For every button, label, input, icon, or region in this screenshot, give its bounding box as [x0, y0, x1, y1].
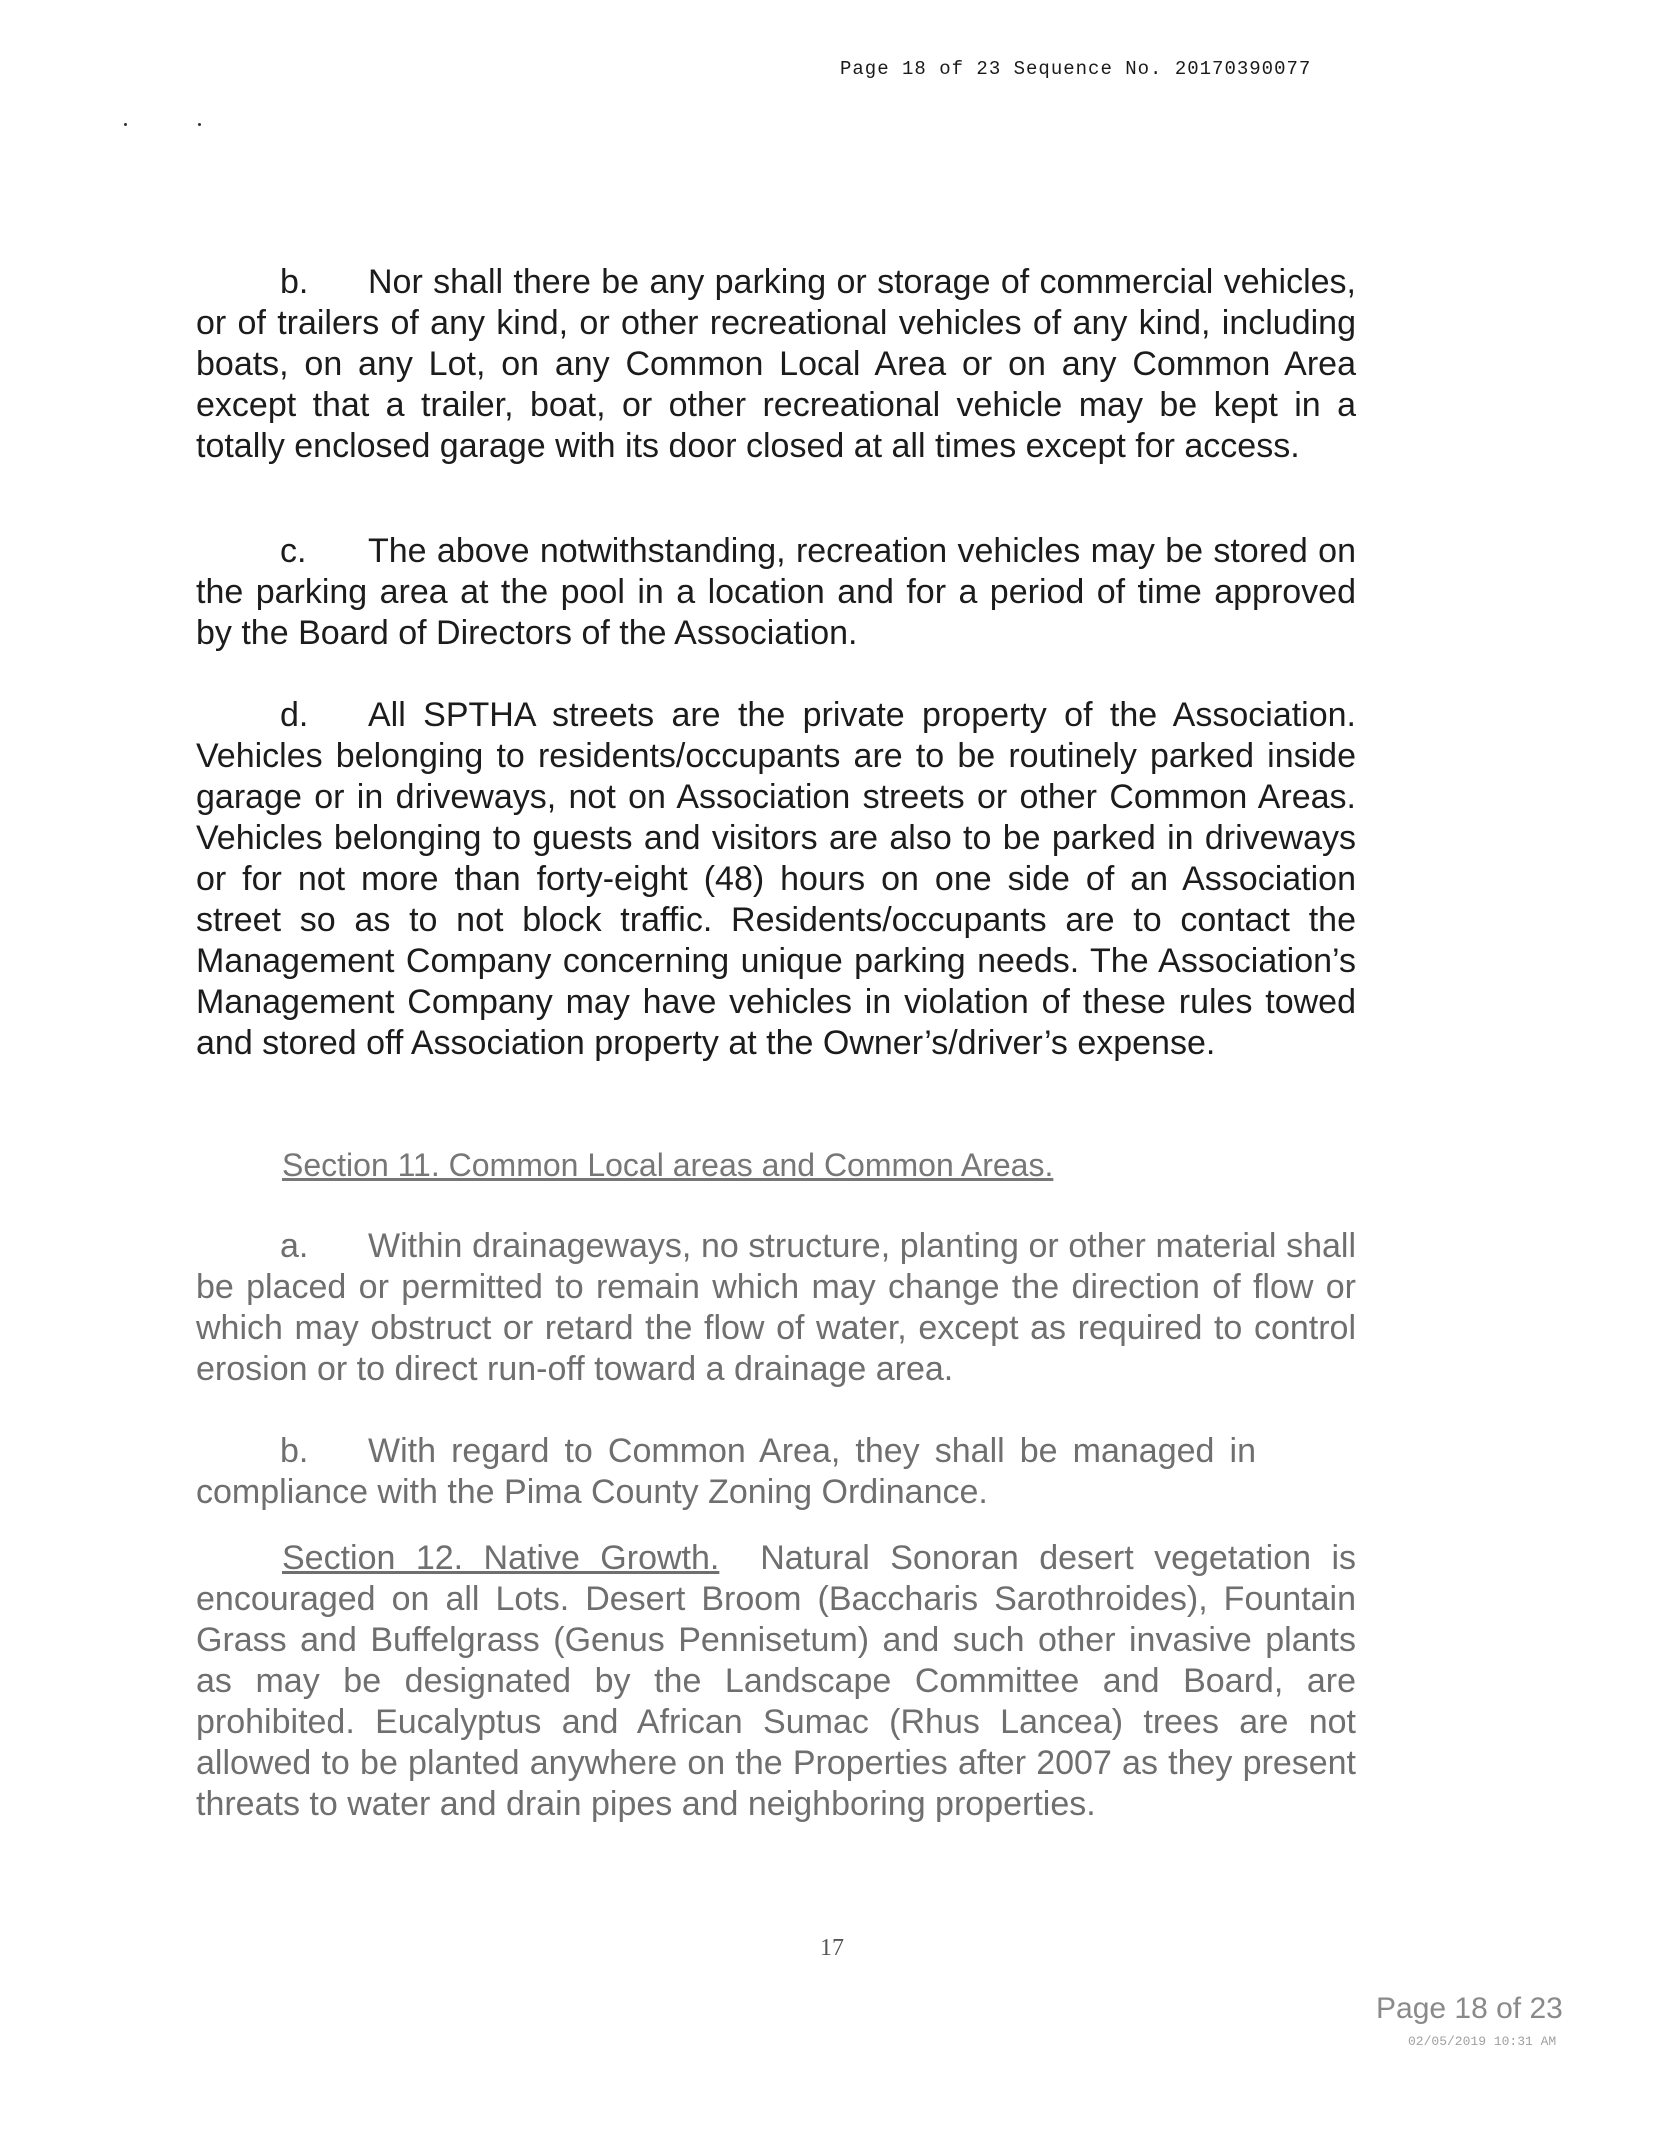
section-12-paragraph	[196, 1538, 1356, 1825]
section-12-heading: Section 12. Native Growth.	[282, 1539, 720, 1577]
section-11-paragraph-b	[196, 1431, 1256, 1513]
paragraph-label: d.	[280, 696, 309, 734]
footer-timestamp: 02/05/2019 10:31 AM	[1408, 2034, 1557, 2049]
paragraph-text: With regard to Common Area, they shall be managed in compliance with the Pima County Zoning Ordinance.	[196, 1432, 1256, 1511]
page-number: 17	[820, 1935, 844, 1961]
paragraph-text: All SPTHA streets are the private property of the Association. Vehicles belonging to residents/occupants are to be routinely parked inside garage or in driveways, not on Association streets or other Common Areas. Vehicles belonging to guests and visitors are also to be parked in driveways or for not more than forty-eight (48) hours on one side of an Association street so as to not block traffic. Residents/occupants are to contact the Management Company concerning unique parking needs. The Association’s Management Company may have vehicles in violation of these rules towed and stored off Association property at the Owner’s/driver’s expense.	[196, 696, 1356, 1062]
paragraph-label: a.	[280, 1227, 309, 1265]
section-11-heading: Section 11. Common Local areas and Common Areas.	[282, 1147, 1054, 1183]
sequence-header: Page 18 of 23 Sequence No. 20170390077	[840, 58, 1312, 80]
section-11-paragraph-a	[196, 1226, 1356, 1390]
scan-speck	[198, 123, 201, 126]
paragraph-b	[196, 262, 1356, 467]
paragraph-text: The above notwithstanding, recreation vehicles may be stored on the parking area at the pool in a location and for a period of time approved by the Board of Directors of the Association.	[196, 532, 1356, 652]
paragraph-label: b.	[280, 1432, 309, 1470]
paragraph-label: b.	[280, 263, 309, 301]
paragraph-text: Nor shall there be any parking or storage of commercial vehicles, or of trailers of any kind, or other recreational vehicles of any kind, including boats, on any Lot, on any Common Local Area or on any Common Area except that a trailer, boat, or other recreational vehicle may be kept in a totally enclosed garage with its door closed at all times except for access.	[196, 263, 1356, 465]
paragraph-text: Within drainageways, no structure, planting or other material shall be placed or permitted to remain which may change the direction of flow or which may obstruct or retard the flow of water, except as required to control erosion or to direct run-off toward a drainage area.	[196, 1227, 1356, 1388]
paragraph-c	[196, 531, 1356, 654]
paragraph-text: Natural Sonoran desert vegetation is encouraged on all Lots. Desert Broom (Baccharis Sarothroides), Fountain Grass and Buffelgrass (Genus Pennisetum) and such other invasive plants as may be designated by the Landscape Committee and Board, are prohibited. Eucalyptus and African Sumac (Rhus Lancea) trees are not allowed to be planted anywhere on the Properties after 2007 as they present threats to water and drain pipes and neighboring properties.	[196, 1539, 1356, 1823]
paragraph-label: c.	[280, 532, 307, 570]
scan-speck	[124, 123, 127, 126]
paragraph-d	[196, 695, 1356, 1064]
footer-page-count: Page 18 of 23	[1376, 1992, 1563, 2025]
